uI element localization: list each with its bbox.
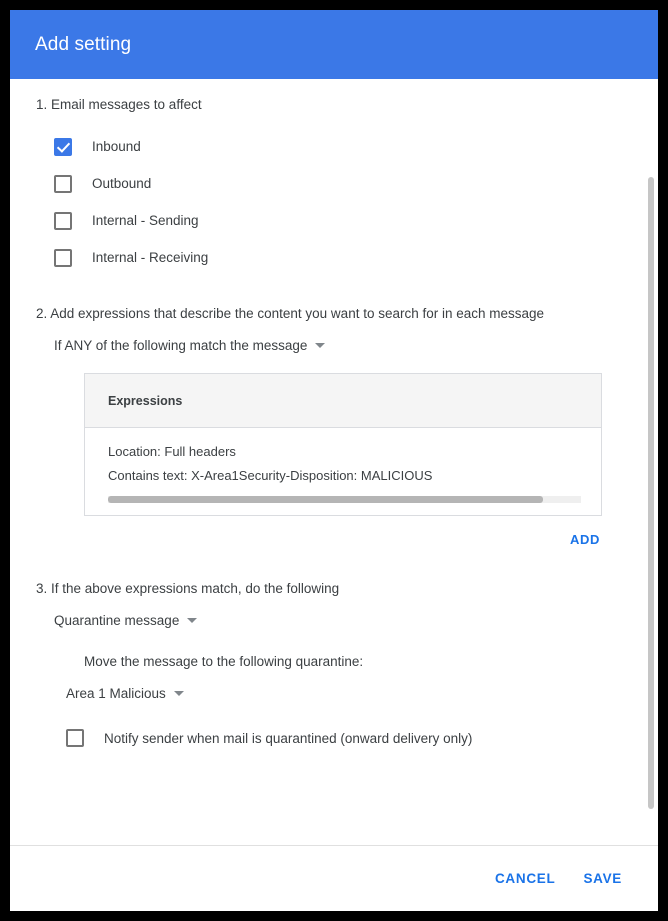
add-expression-row: [36, 516, 602, 551]
section-expressions: [36, 306, 632, 551]
quarantine-instruction: Move the message to the following quarantine:: [84, 654, 364, 669]
chevron-down-icon: [187, 618, 197, 623]
match-mode-dropdown[interactable]: [54, 338, 325, 353]
checkbox-row-outbound[interactable]: [36, 165, 632, 202]
expressions-table-header: [85, 374, 601, 428]
add-expression-button[interactable]: ADD: [568, 528, 602, 551]
checkbox-row-internal-receiving[interactable]: [36, 239, 632, 276]
expressions-table: [84, 373, 602, 516]
checkbox-row-inbound[interactable]: [36, 128, 632, 165]
dialog-scrollbar-thumb[interactable]: [648, 177, 654, 809]
checkbox-notify-sender-icon[interactable]: [66, 729, 84, 747]
section2-title: 2. Add expressions that describe the content you want to search for in each message: [36, 306, 545, 321]
expressions-column-header: Expressions: [108, 393, 183, 408]
chevron-down-icon: [315, 343, 325, 348]
quarantine-dropdown-value: Area 1 Malicious: [66, 686, 166, 701]
section3-title: 3. If the above expressions match, do the following: [36, 581, 340, 596]
checkbox-row-internal-sending[interactable]: [36, 202, 632, 239]
cancel-button[interactable]: CANCEL: [481, 861, 569, 896]
expressions-horizontal-scrollbar-thumb[interactable]: [108, 496, 543, 503]
expressions-horizontal-scrollbar[interactable]: [108, 496, 581, 503]
action-dropdown-wrapper: [36, 612, 632, 630]
dialog-body: [10, 79, 658, 845]
section-actions: [36, 581, 632, 747]
action-dropdown-value: Quarantine message: [54, 613, 180, 628]
bottom-spacer: [36, 777, 632, 817]
checkbox-inbound-label: Inbound: [92, 139, 141, 154]
section1-title: 1. Email messages to affect: [36, 97, 202, 112]
dialog-header: [10, 10, 658, 79]
checkbox-internal-sending-label: Internal - Sending: [92, 213, 199, 228]
match-mode-value: If ANY of the following match the message: [54, 338, 308, 353]
quarantine-block: [36, 654, 632, 669]
quarantine-dropdown[interactable]: [66, 686, 184, 701]
dialog-title: Add setting: [35, 33, 132, 55]
checkbox-row-notify-sender[interactable]: [36, 729, 632, 747]
checkbox-notify-sender-label: Notify sender when mail is quarantined (onward delivery only): [104, 730, 473, 746]
dialog-scrollbar-track[interactable]: [650, 79, 656, 845]
chevron-down-icon: [174, 691, 184, 696]
checkbox-outbound-label: Outbound: [92, 176, 152, 191]
save-button[interactable]: SAVE: [569, 861, 636, 896]
checkbox-outbound-icon[interactable]: [54, 175, 72, 193]
checkbox-internal-receiving-icon[interactable]: [54, 249, 72, 267]
table-row[interactable]: Location: Full headers: [108, 444, 236, 459]
dialog-footer: [10, 845, 658, 911]
action-dropdown[interactable]: [54, 613, 197, 628]
expressions-table-rows: [85, 428, 601, 515]
checkbox-internal-receiving-label: Internal - Receiving: [92, 250, 209, 265]
quarantine-dropdown-wrapper: [36, 685, 632, 703]
checkbox-inbound-icon[interactable]: [54, 138, 72, 156]
table-row[interactable]: Contains text: X-Area1Security-Disposition: MALICIOUS: [108, 468, 433, 483]
match-mode-dropdown-wrapper: [36, 337, 632, 355]
checkbox-internal-sending-icon[interactable]: [54, 212, 72, 230]
dialog-scroll-area: [10, 79, 658, 845]
section-email-messages: [36, 97, 632, 276]
add-setting-dialog: [10, 10, 658, 911]
